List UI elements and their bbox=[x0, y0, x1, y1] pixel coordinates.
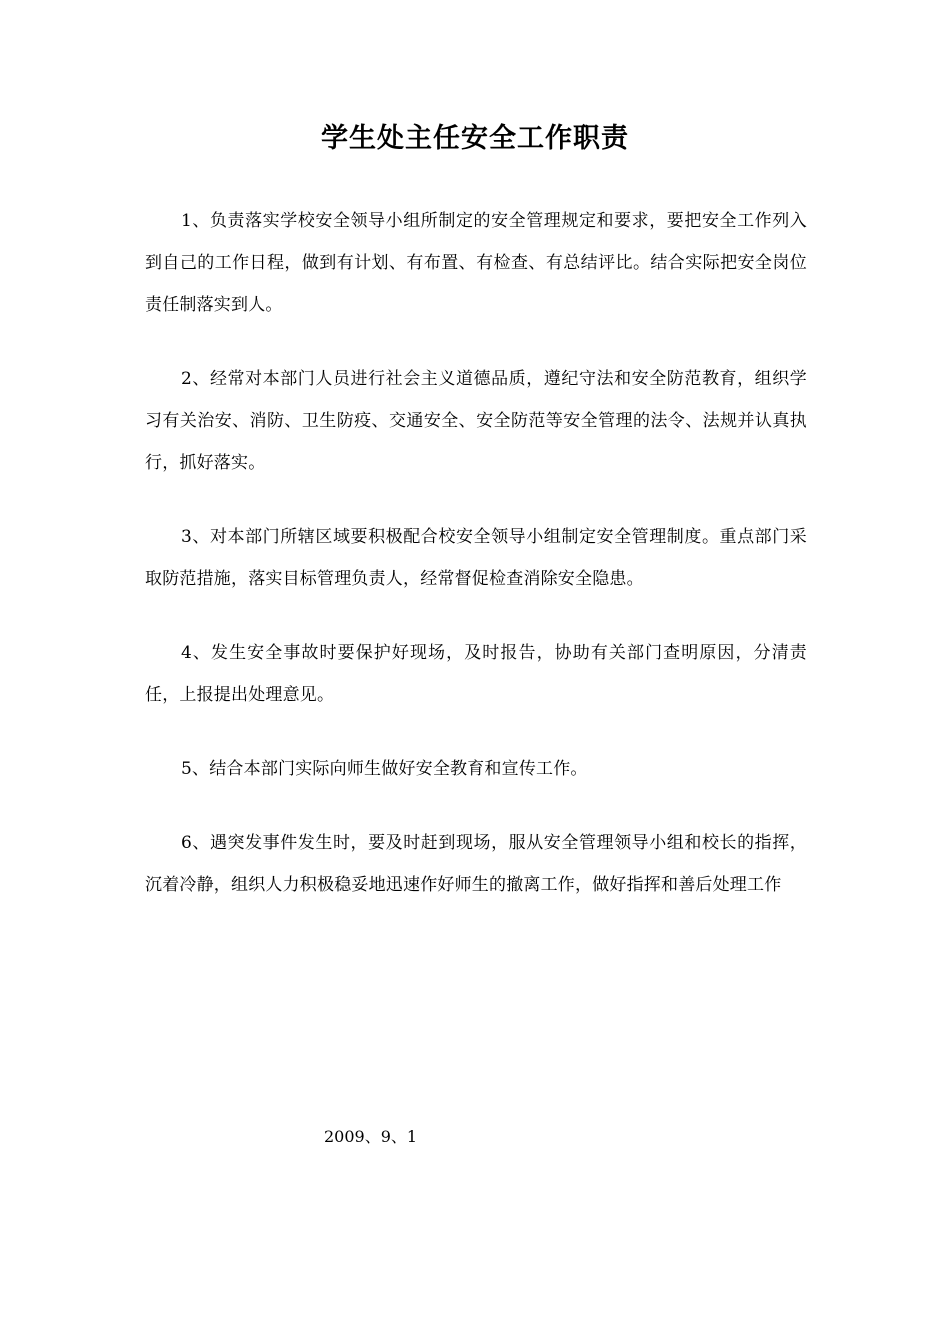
document-date: 2009、9、1 bbox=[324, 1127, 418, 1146]
paragraph-6: 6、遇突发事件发生时，要及时赶到现场，服从安全管理领导小组和校长的指挥，沉着冷静，组织人力积极稳妥地迅速作好师生的撤离工作，做好指挥和善后处理工作 bbox=[145, 833, 807, 895]
paragraph-5: 5、结合本部门实际向师生做好安全教育和宣传工作。 bbox=[181, 759, 588, 779]
paragraph-4: 4、发生安全事故时要保护好现场，及时报告，协助有关部门查明原因，分清责任，上报提出处理意见。 bbox=[145, 643, 807, 705]
document-body bbox=[145, 200, 807, 906]
paragraph-1: 1、负责落实学校安全领导小组所制定的安全管理规定和要求，要把安全工作列入到自己的工作日程，做到有计划、有布置、有检查、有总结评比。结合实际把安全岗位责任制落实到人。 bbox=[145, 211, 807, 315]
document-title: 学生处主任安全工作职责 bbox=[321, 123, 629, 154]
paragraph-3: 3、对本部门所辖区域要积极配合校安全领导小组制定安全管理制度。重点部门采取防范措施，落实目标管理负责人，经常督促检查消除安全隐患。 bbox=[145, 527, 807, 589]
paragraph-2: 2、经常对本部门人员进行社会主义道德品质，遵纪守法和安全防范教育，组织学习有关治安、消防、卫生防疫、交通安全、安全防范等安全管理的法令、法规并认真执行，抓好落实。 bbox=[145, 369, 807, 473]
